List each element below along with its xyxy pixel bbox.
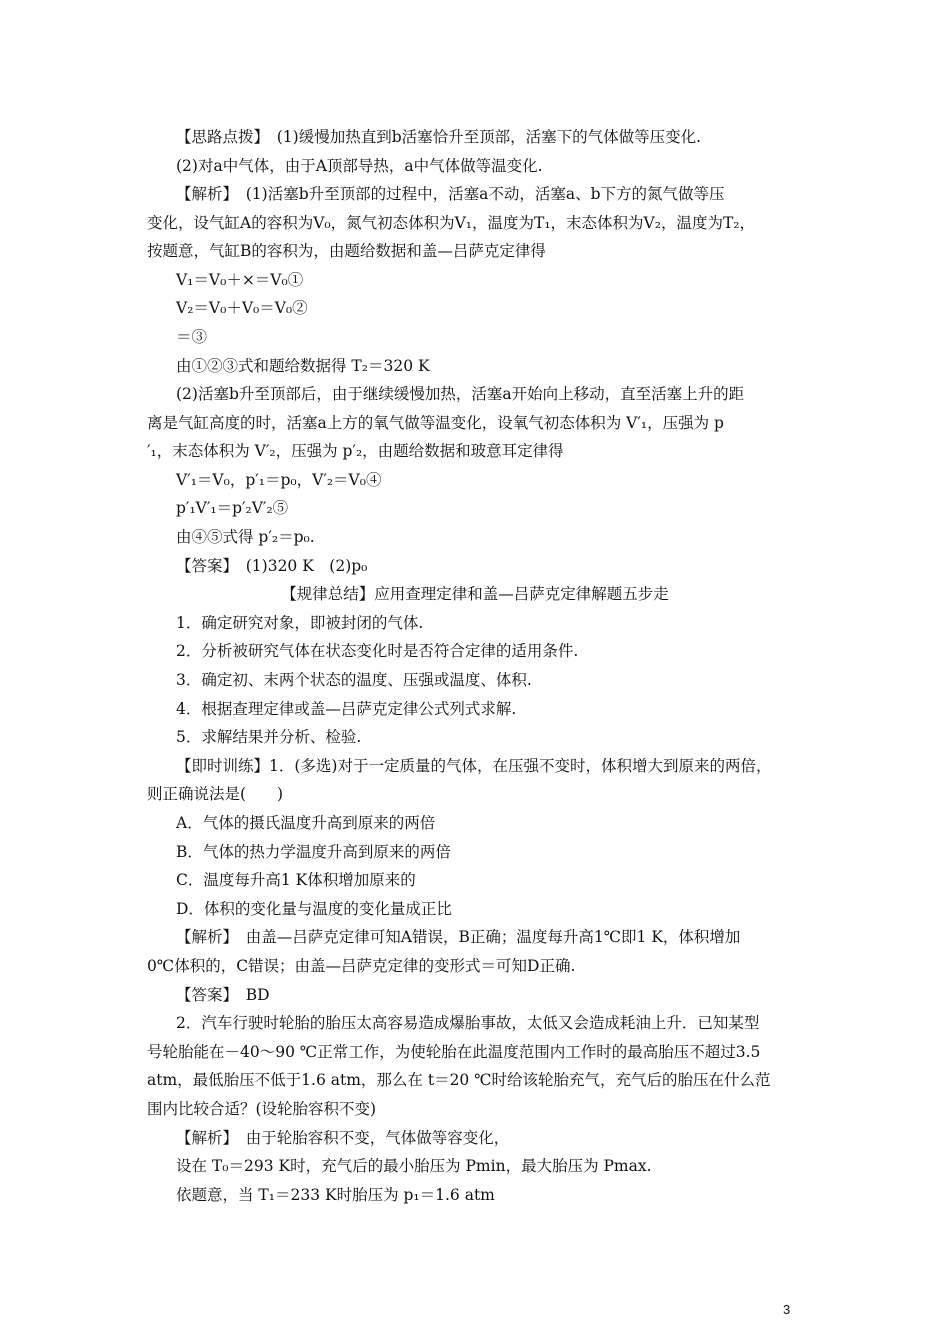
list-item: 4．根据查理定律或盖—吕萨克定律公式列式求解. <box>176 700 517 718</box>
text-line: V′₁＝V₀，p′₁＝p₀，V′₂＝V₀④ <box>176 471 382 489</box>
text-line: 离是气缸高度的时，活塞a上方的氧气做等温变化，设氧气初态体积为 V′₁，压强为 p <box>147 414 724 432</box>
text-line: V₂＝V₀＋V₀＝V₀② <box>176 299 308 317</box>
text-line: 设在 T₀＝293 K时，充气后的最小胎压为 Pmin，最大胎压为 Pmax. <box>176 1157 652 1175</box>
text-line: 按题意，气缸B的容积为，由题给数据和盖—吕萨克定律得 <box>147 242 546 260</box>
text-line: atm，最低胎压不低于1.6 atm，那么在 t＝20 ℃时给该轮胎充气，充气后的胎压在什么范 <box>147 1071 771 1089</box>
text-line: 0℃体积的，C错误；由盖—吕萨克定律的变形式＝可知D正确. <box>147 957 576 975</box>
list-item: 2．分析被研究气体在状态变化时是否符合定律的适用条件. <box>176 642 579 660</box>
text-line: 【解析】 由于轮胎容积不变，气体做等容变化， <box>176 1129 510 1147</box>
text-line: V₁＝V₀＋×＝V₀① <box>176 271 304 289</box>
text-line: (2)活塞b升至顶部后，由于继续缓慢加热，活塞a开始向上移动，直至活塞上升的距 <box>176 385 745 403</box>
text-line: 2．汽车行驶时轮胎的胎压太高容易造成爆胎事故，太低又会造成耗油上升．已知某型 <box>176 1014 760 1032</box>
text-line: ′₁，末态体积为 V′₂，压强为 p′₂，由题给数据和玻意耳定律得 <box>147 442 564 460</box>
text-line: 【思路点拨】 (1)缓慢加热直到b活塞恰升至顶部，活塞下的气体做等压变化. <box>176 128 702 146</box>
text-line: 依题意，当 T₁＝233 K时胎压为 p₁＝1.6 atm <box>176 1186 495 1204</box>
text-line: 由④⑤式得 p′₂＝p₀. <box>176 528 315 546</box>
text-line: 号轮胎能在－40～90 ℃正常工作，为使轮胎在此温度范围内工作时的最高胎压不超过3.5 <box>147 1043 761 1061</box>
option-c: C．温度每升高1 K体积增加原来的 <box>176 871 416 889</box>
text-line: (2)对a中气体，由于A顶部导热，a中气体做等温变化. <box>176 157 543 175</box>
text-line: 【解析】 由盖—吕萨克定律可知A错误，B正确；温度每升高1℃即1 K，体积增加 <box>176 928 741 946</box>
list-item: 1．确定研究对象，即被封闭的气体. <box>176 614 424 632</box>
text-line: 则正确说法是( ) <box>147 785 284 803</box>
text-line: 由①②③式和题给数据得 T₂＝320 K <box>176 357 430 375</box>
text-line: p′₁V′₁＝p′₂V′₂⑤ <box>176 499 289 517</box>
text-line: 围内比较合适？(设轮胎容积不变) <box>147 1100 377 1118</box>
list-item: 5．求解结果并分析、检验. <box>176 728 362 746</box>
text-line: 【即时训练】1．(多选)对于一定质量的气体，在压强不变时，体积增大到原来的两倍， <box>176 757 772 775</box>
option-a: A．气体的摄氏温度升高到原来的两倍 <box>176 814 436 832</box>
option-d: D．体积的变化量与温度的变化量成正比 <box>176 900 452 918</box>
list-item: 3．确定初、末两个状态的温度、压强或温度、体积. <box>176 671 532 689</box>
text-line: 【解析】 (1)活塞b升至顶部的过程中，活塞a不动，活塞a、b下方的氮气做等压 <box>176 185 725 203</box>
text-line: ＝③ <box>176 328 208 346</box>
section-heading: 【规律总结】应用查理定律和盖—吕萨克定律解题五步走 <box>281 585 669 603</box>
text-line: 【答案】 BD <box>176 986 270 1004</box>
text-line: 【答案】 (1)320 K (2)p₀ <box>176 557 368 575</box>
option-b: B．气体的热力学温度升高到原来的两倍 <box>176 843 451 861</box>
text-line: 变化，设气缸A的容积为V₀，氮气初态体积为V₁，温度为T₁，末态体积为V₂，温度为T₂， <box>147 214 756 232</box>
page-number: 3 <box>783 1302 791 1317</box>
